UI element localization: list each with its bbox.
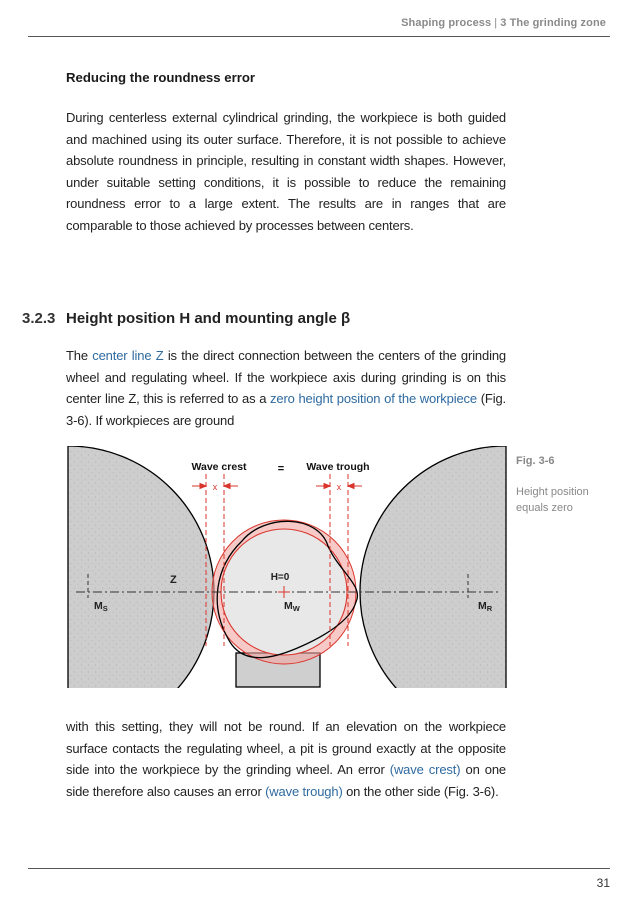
roundness-paragraph: During centerless external cylindrical grinding, the workpiece is both guided and machined using its outer surface. Therefore, it is not possible to achieve absolute roundness in principle, resulting in constant width shapes. However, under suitable setting conditions, it is possible to reduce the remaining roundness error to a large extent. The results are in ranges that are comparable to those achieved by processes between centers. xyxy=(66,110,506,233)
wave-paragraph xyxy=(66,716,506,802)
text-run: with this setting, they will not be round. If an elevation on the workpiece surface contacts the regulating wheel, a pit is ground exactly at the opposite side into the workpiece by the grinding wheel. An error xyxy=(66,719,506,777)
term-center-line: center line Z xyxy=(92,348,164,363)
header-chapter: 3 The grinding zone xyxy=(500,17,606,29)
term-wave-trough: (wave trough) xyxy=(265,783,343,799)
header-separator: | xyxy=(494,17,498,29)
term-wave-crest: (wave crest) xyxy=(389,762,461,777)
text-run: on one side therefore also causes an error xyxy=(66,762,507,799)
text-run: The xyxy=(66,348,93,363)
section-title: Height position H and mounting angle β xyxy=(66,310,351,327)
figure-height-position xyxy=(66,446,510,701)
center-line-paragraph xyxy=(66,345,506,431)
term-zero-height: zero height position of the workpiece xyxy=(270,391,477,406)
section-number: 3.2.3 xyxy=(22,310,56,327)
grinding-diagram xyxy=(66,446,510,696)
wave-crest-label: Wave crest xyxy=(191,461,247,473)
mr-label: MR xyxy=(478,600,493,613)
regulating-wheel xyxy=(360,446,510,696)
figure-caption: Height position equals zero xyxy=(516,486,589,514)
x-right-label: x xyxy=(336,482,342,492)
z-label: Z xyxy=(170,574,177,586)
header-section: Shaping process xyxy=(401,17,492,29)
ms-label: MS xyxy=(94,600,108,613)
header-rule xyxy=(28,36,610,37)
h-label: H=0 xyxy=(270,572,290,583)
wave-trough-label: Wave trough xyxy=(306,461,370,473)
figure-label: Fig. 3-6 xyxy=(516,455,555,467)
text-run: is the direct connection between the centers of the grinding wheel and regulating wheel. If the workpiece axis during grinding is on this center line Z, this is referred to as a xyxy=(66,348,506,406)
grinding-wheel xyxy=(66,446,214,696)
footer-rule xyxy=(28,868,610,869)
page-number: 31 xyxy=(596,876,610,890)
equals-label: = xyxy=(277,463,285,475)
text-run: on the other side (Fig. 3-6). xyxy=(342,783,499,799)
text-run: (Fig. 3-6). If workpieces are ground xyxy=(66,391,506,428)
x-left-label: x xyxy=(212,482,218,492)
running-header xyxy=(401,17,606,29)
mw-label: MW xyxy=(284,600,300,613)
roundness-heading: Reducing the roundness error xyxy=(66,70,256,85)
